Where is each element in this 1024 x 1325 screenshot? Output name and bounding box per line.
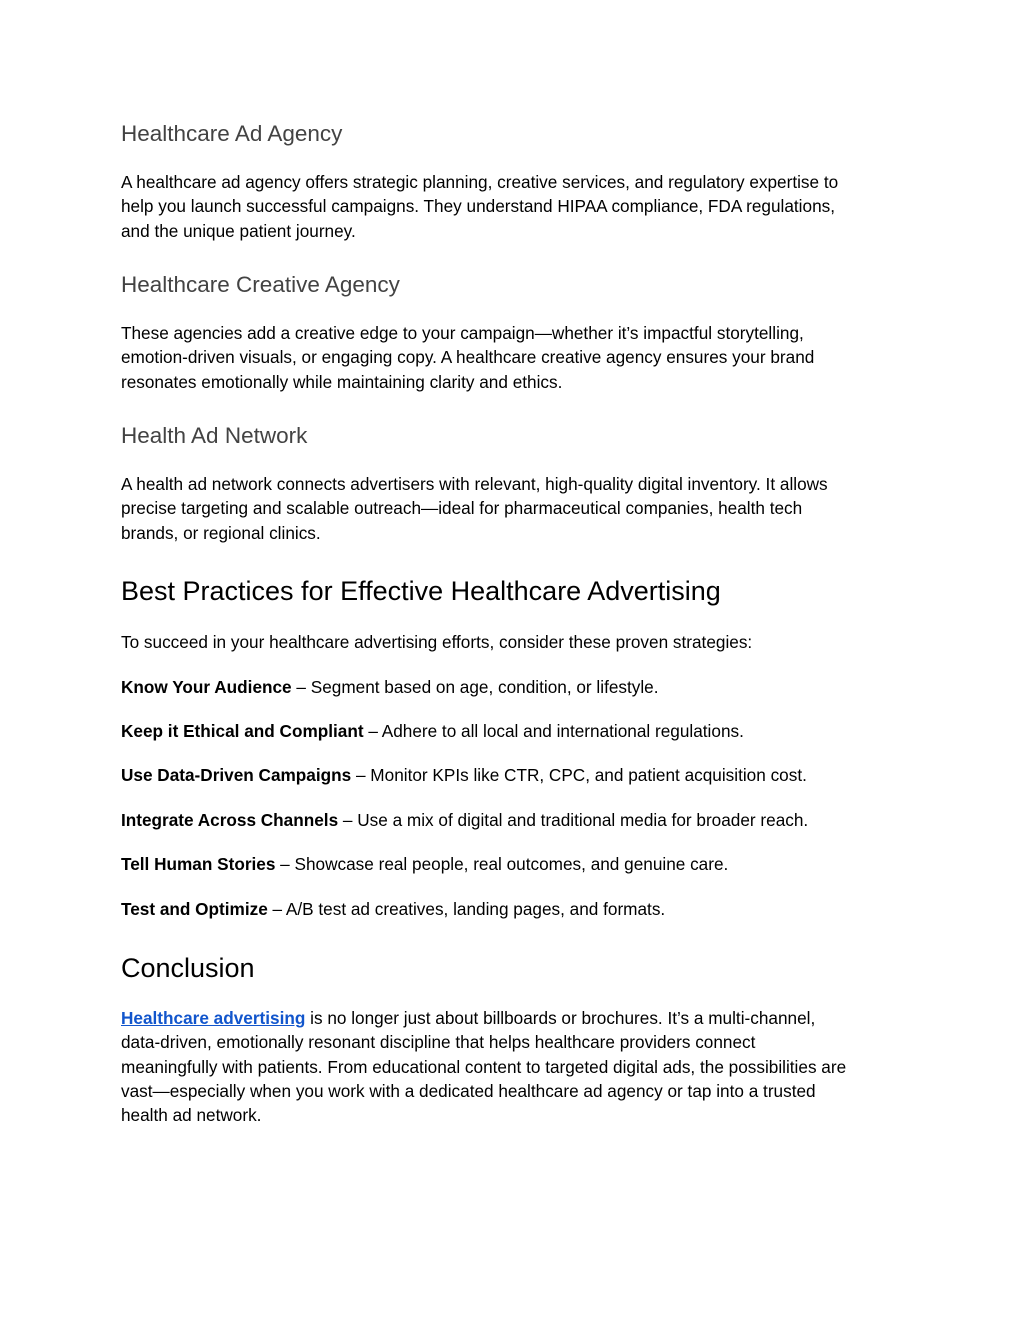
practice-text: – Showcase real people, real outcomes, and genuine care. — [275, 854, 729, 874]
healthcare-advertising-link[interactable]: Healthcare advertising — [121, 1008, 306, 1028]
practice-item — [121, 897, 665, 921]
best-practices-intro: To succeed in your healthcare advertising efforts, consider these proven strategies: — [121, 632, 753, 652]
practice-title: Know Your Audience — [121, 677, 292, 697]
practice-title: Integrate Across Channels — [121, 810, 339, 830]
practice-title: Use Data-Driven Campaigns — [121, 765, 352, 785]
conclusion-heading: Conclusion — [121, 953, 255, 983]
paragraph-network — [121, 472, 911, 545]
paragraph-agency — [121, 170, 911, 243]
paragraph-line: data-driven, emotionally resonant discipline that helps healthcare providers connect — [121, 1032, 756, 1053]
paragraph-line: meaningfully with patients. From educational content to targeted digital ads, the possibilities are — [121, 1056, 847, 1077]
section-heading-network: Health Ad Network — [121, 423, 308, 448]
paragraph-line: resonates emotionally while maintaining clarity and ethics. — [121, 371, 563, 392]
paragraph-conclusion — [121, 1006, 911, 1127]
paragraph-line — [121, 1006, 911, 1030]
paragraph-line: emotion-driven visuals, or engaging copy. A healthcare creative agency ensures your brand — [121, 347, 815, 368]
practice-text: – Use a mix of digital and traditional media for broader reach. — [338, 810, 809, 830]
practice-text: – Monitor KPIs like CTR, CPC, and patient acquisition cost. — [351, 765, 807, 785]
paragraph-line: vast—especially when you work with a dedicated healthcare ad agency or tap into a trusted — [121, 1080, 816, 1101]
paragraph-line: brands, or regional clinics. — [121, 522, 321, 543]
paragraph-line: These agencies add a creative edge to your campaign—whether it’s impactful storytelling, — [121, 323, 804, 343]
paragraph-creative — [121, 321, 911, 394]
practice-title: Keep it Ethical and Compliant — [121, 721, 364, 741]
best-practices-heading: Best Practices for Effective Healthcare Advertising — [121, 576, 721, 606]
practice-title: Test and Optimize — [121, 899, 268, 919]
paragraph-line: and the unique patient journey. — [121, 220, 356, 241]
practice-item — [121, 675, 659, 699]
practice-title: Tell Human Stories — [121, 854, 276, 874]
practice-item — [121, 719, 744, 743]
practice-text: – Adhere to all local and international regulations. — [363, 721, 744, 741]
paragraph-line: help you launch successful campaigns. They understand HIPAA compliance, FDA regulations, — [121, 196, 835, 217]
practice-item — [121, 808, 808, 832]
paragraph-line: health ad network. — [121, 1105, 262, 1126]
paragraph-line: precise targeting and scalable outreach—ideal for pharmaceutical companies, health tech — [121, 498, 803, 519]
practice-text: – A/B test ad creatives, landing pages, and formats. — [267, 899, 666, 919]
practice-item — [121, 852, 728, 876]
paragraph-text: is no longer just about billboards or brochures. It’s a multi-channel, — [305, 1008, 816, 1028]
section-heading-agency: Healthcare Ad Agency — [121, 121, 343, 146]
paragraph-line: A health ad network connects advertisers with relevant, high-quality digital inventory. It allows — [121, 474, 828, 494]
practice-text: – Segment based on age, condition, or lifestyle. — [291, 677, 659, 697]
practice-item — [121, 763, 807, 787]
section-heading-creative: Healthcare Creative Agency — [121, 272, 400, 297]
paragraph-line: A healthcare ad agency offers strategic planning, creative services, and regulatory expertise to — [121, 172, 839, 192]
